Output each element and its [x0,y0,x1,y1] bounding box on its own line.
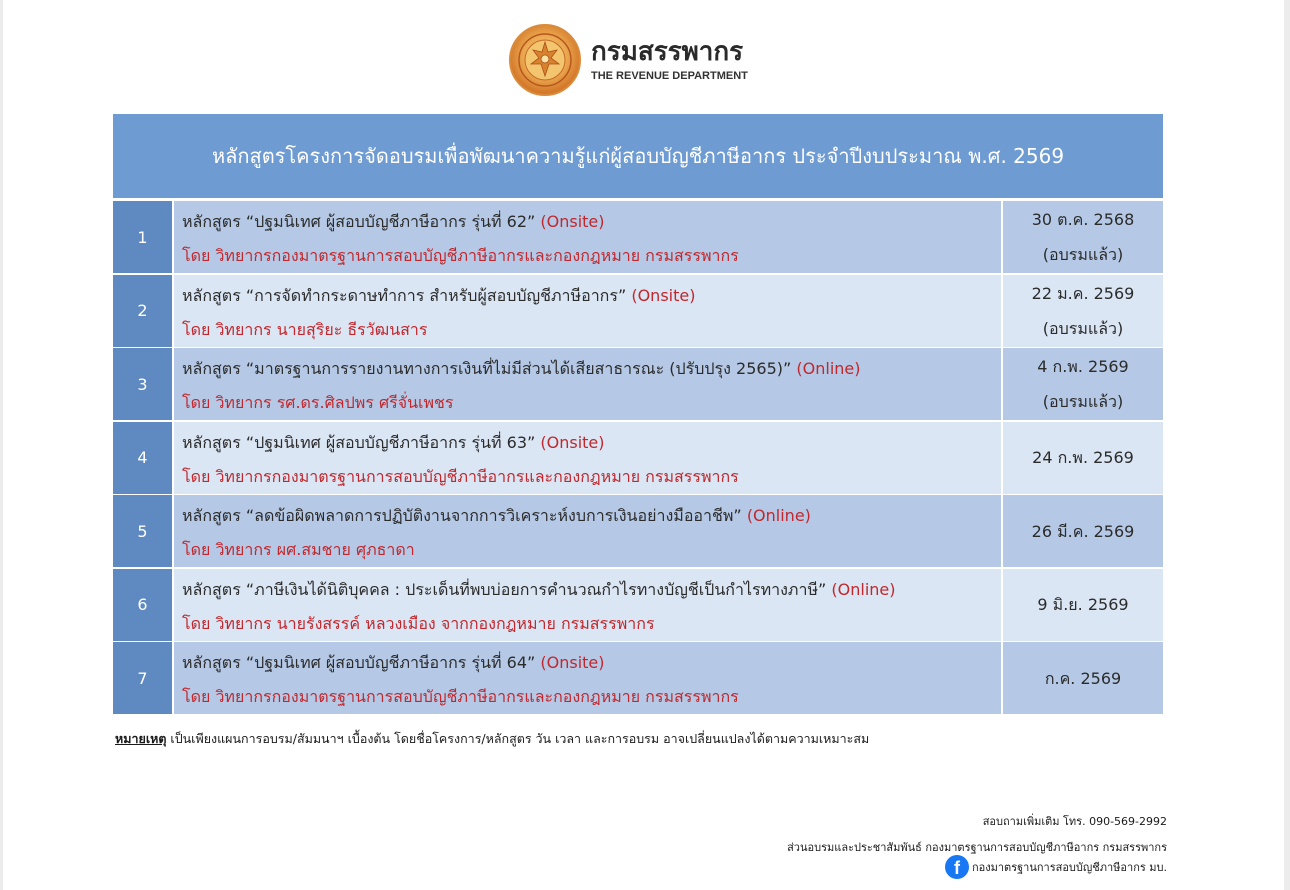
course-cell [174,422,1001,494]
table-row [113,275,1163,347]
date-cell [1003,422,1163,494]
course-title-line [182,279,1001,313]
course-date: ก.ค. 2569 [1044,668,1122,688]
course-speaker: โดย วิทยากรกองมาตรฐานการสอบบัญชีภาษีอากรและกองกฎหมาย กรมสรรพากร [182,687,739,706]
note-text: เป็นเพียงแผนการอบรม/สัมมนาฯ เบื้องต้น โดยชื่อโครงการ/หลักสูตร วัน เวลา และการอบรม อาจเปลี่ยนแปลงได้ตามความเหมาะสม [166,731,870,746]
course-title-line [182,205,1001,239]
course-cell [174,569,1001,641]
facebook-page-name: กองมาตรฐานการสอบบัญชีภาษีอากร มบ. [971,861,1167,874]
note-label: หมายเหตุ [115,731,167,746]
course-cell [174,275,1001,347]
course-date: 9 มิ.ย. 2569 [1037,595,1129,614]
course-title-line [182,646,1001,680]
course-speaker: โดย วิทยากร รศ.ดร.ศิลปพร ศรีจั่นเพชร [182,393,454,412]
course-speaker: โดย วิทยากร นายรังสรรค์ หลวงเมือง จากกองกฎหมาย กรมสรรพากร [182,613,655,633]
course-mode: (Online) [831,579,896,599]
logo-thai-text: กรมสรรพากร [591,37,744,67]
row-number: 6 [113,569,172,641]
course-title-line [182,573,1001,607]
row-number: 3 [113,348,172,420]
contact-division: ส่วนอบรมและประชาสัมพันธ์ กองมาตรฐานการสอบบัญชีภาษีอากร กรมสรรพากร [787,841,1167,854]
facebook-icon: f [945,855,969,879]
document-page [3,0,1284,890]
logo-english-text: THE REVENUE DEPARTMENT [591,70,748,82]
course-speaker: โดย วิทยากรกองมาตรฐานการสอบบัญชีภาษีอากรและกองกฎหมาย กรมสรรพากร [182,466,739,486]
course-cell [174,495,1001,567]
course-date: 30 ต.ค. 2568 [1031,210,1135,229]
course-cell [174,201,1001,273]
course-title: หลักสูตร “การจัดทำกระดาษทำการ สำหรับผู้สอบบัญชีภาษีอากร” [182,285,627,305]
course-cell [174,642,1001,714]
course-mode: (Online) [796,359,861,378]
table-row [113,569,1163,641]
note [115,729,869,749]
table-row [113,495,1163,567]
row-number: 2 [113,275,172,347]
table-row [113,348,1163,420]
course-cell [174,348,1001,420]
course-date: 26 มี.ค. 2569 [1031,521,1135,541]
row-number: 7 [113,642,172,714]
date-cell [1003,201,1163,273]
course-mode: (Onsite) [540,653,605,672]
title-band [113,114,1163,198]
contact-phone: สอบถามเพิ่มเติม โทร. 090-569-2992 [982,815,1167,828]
course-title: หลักสูตร “ภาษีเงินได้นิติบุคคล : ประเด็นที่พบบ่อยการคำนวณกำไรทางบัญชีเป็นกำไรทางภาษี” [182,579,827,599]
row-number: 5 [113,495,172,567]
revenue-department-logo [509,22,748,98]
course-title-line [182,426,1001,460]
table-row [113,642,1163,714]
course-status: (อบรมแล้ว) [1042,245,1124,264]
date-cell [1003,569,1163,641]
course-date: 4 ก.พ. 2569 [1037,357,1129,376]
course-title: หลักสูตร “ปฐมนิเทศ ผู้สอบบัญชีภาษีอากร รุ่นที่ 62” [182,212,536,231]
course-mode: (Onsite) [540,212,605,231]
course-mode: (Online) [746,506,811,525]
course-title-line [182,499,1001,533]
course-mode: (Onsite) [631,285,696,305]
date-cell [1003,275,1163,347]
course-title: หลักสูตร “มาตรฐานการรายงานทางการเงินที่ไม่มีส่วนได้เสียสาธารณะ (ปรับปรุง 2565)” [182,359,792,378]
row-number: 1 [113,201,172,273]
date-cell [1003,348,1163,420]
course-speaker: โดย วิทยากรกองมาตรฐานการสอบบัญชีภาษีอากรและกองกฎหมาย กรมสรรพากร [182,246,739,265]
date-cell [1003,642,1163,714]
course-title-line [182,352,1001,386]
course-mode: (Onsite) [540,432,605,452]
page-title: หลักสูตรโครงการจัดอบรมเพื่อพัฒนาความรู้แก่ผู้สอบบัญชีภาษีอากร ประจำปีงบประมาณ พ.ศ. 2569 [211,144,1065,168]
course-title: หลักสูตร “ปฐมนิเทศ ผู้สอบบัญชีภาษีอากร รุ่นที่ 63” [182,432,536,452]
course-speaker: โดย วิทยากร ผศ.สมชาย ศุภธาดา [182,540,415,559]
course-title: หลักสูตร “ปฐมนิเทศ ผู้สอบบัญชีภาษีอากร รุ่นที่ 64” [182,653,536,672]
course-status: (อบรมแล้ว) [1042,318,1124,338]
course-status: (อบรมแล้ว) [1042,392,1124,411]
revenue-department-seal-icon [509,24,581,96]
course-date: 22 ม.ค. 2569 [1031,283,1135,303]
table-row [113,201,1163,273]
course-date: 24 ก.พ. 2569 [1032,448,1134,467]
row-number: 4 [113,422,172,494]
course-title: หลักสูตร “ลดข้อผิดพลาดการปฏิบัติงานจากการวิเคราะห์งบการเงินอย่างมืออาชีพ” [182,506,742,525]
course-speaker: โดย วิทยากร นายสุริยะ ธีรวัฒนสาร [182,319,428,339]
facebook-link[interactable] [945,855,1167,879]
date-cell [1003,495,1163,567]
table-row [113,422,1163,494]
